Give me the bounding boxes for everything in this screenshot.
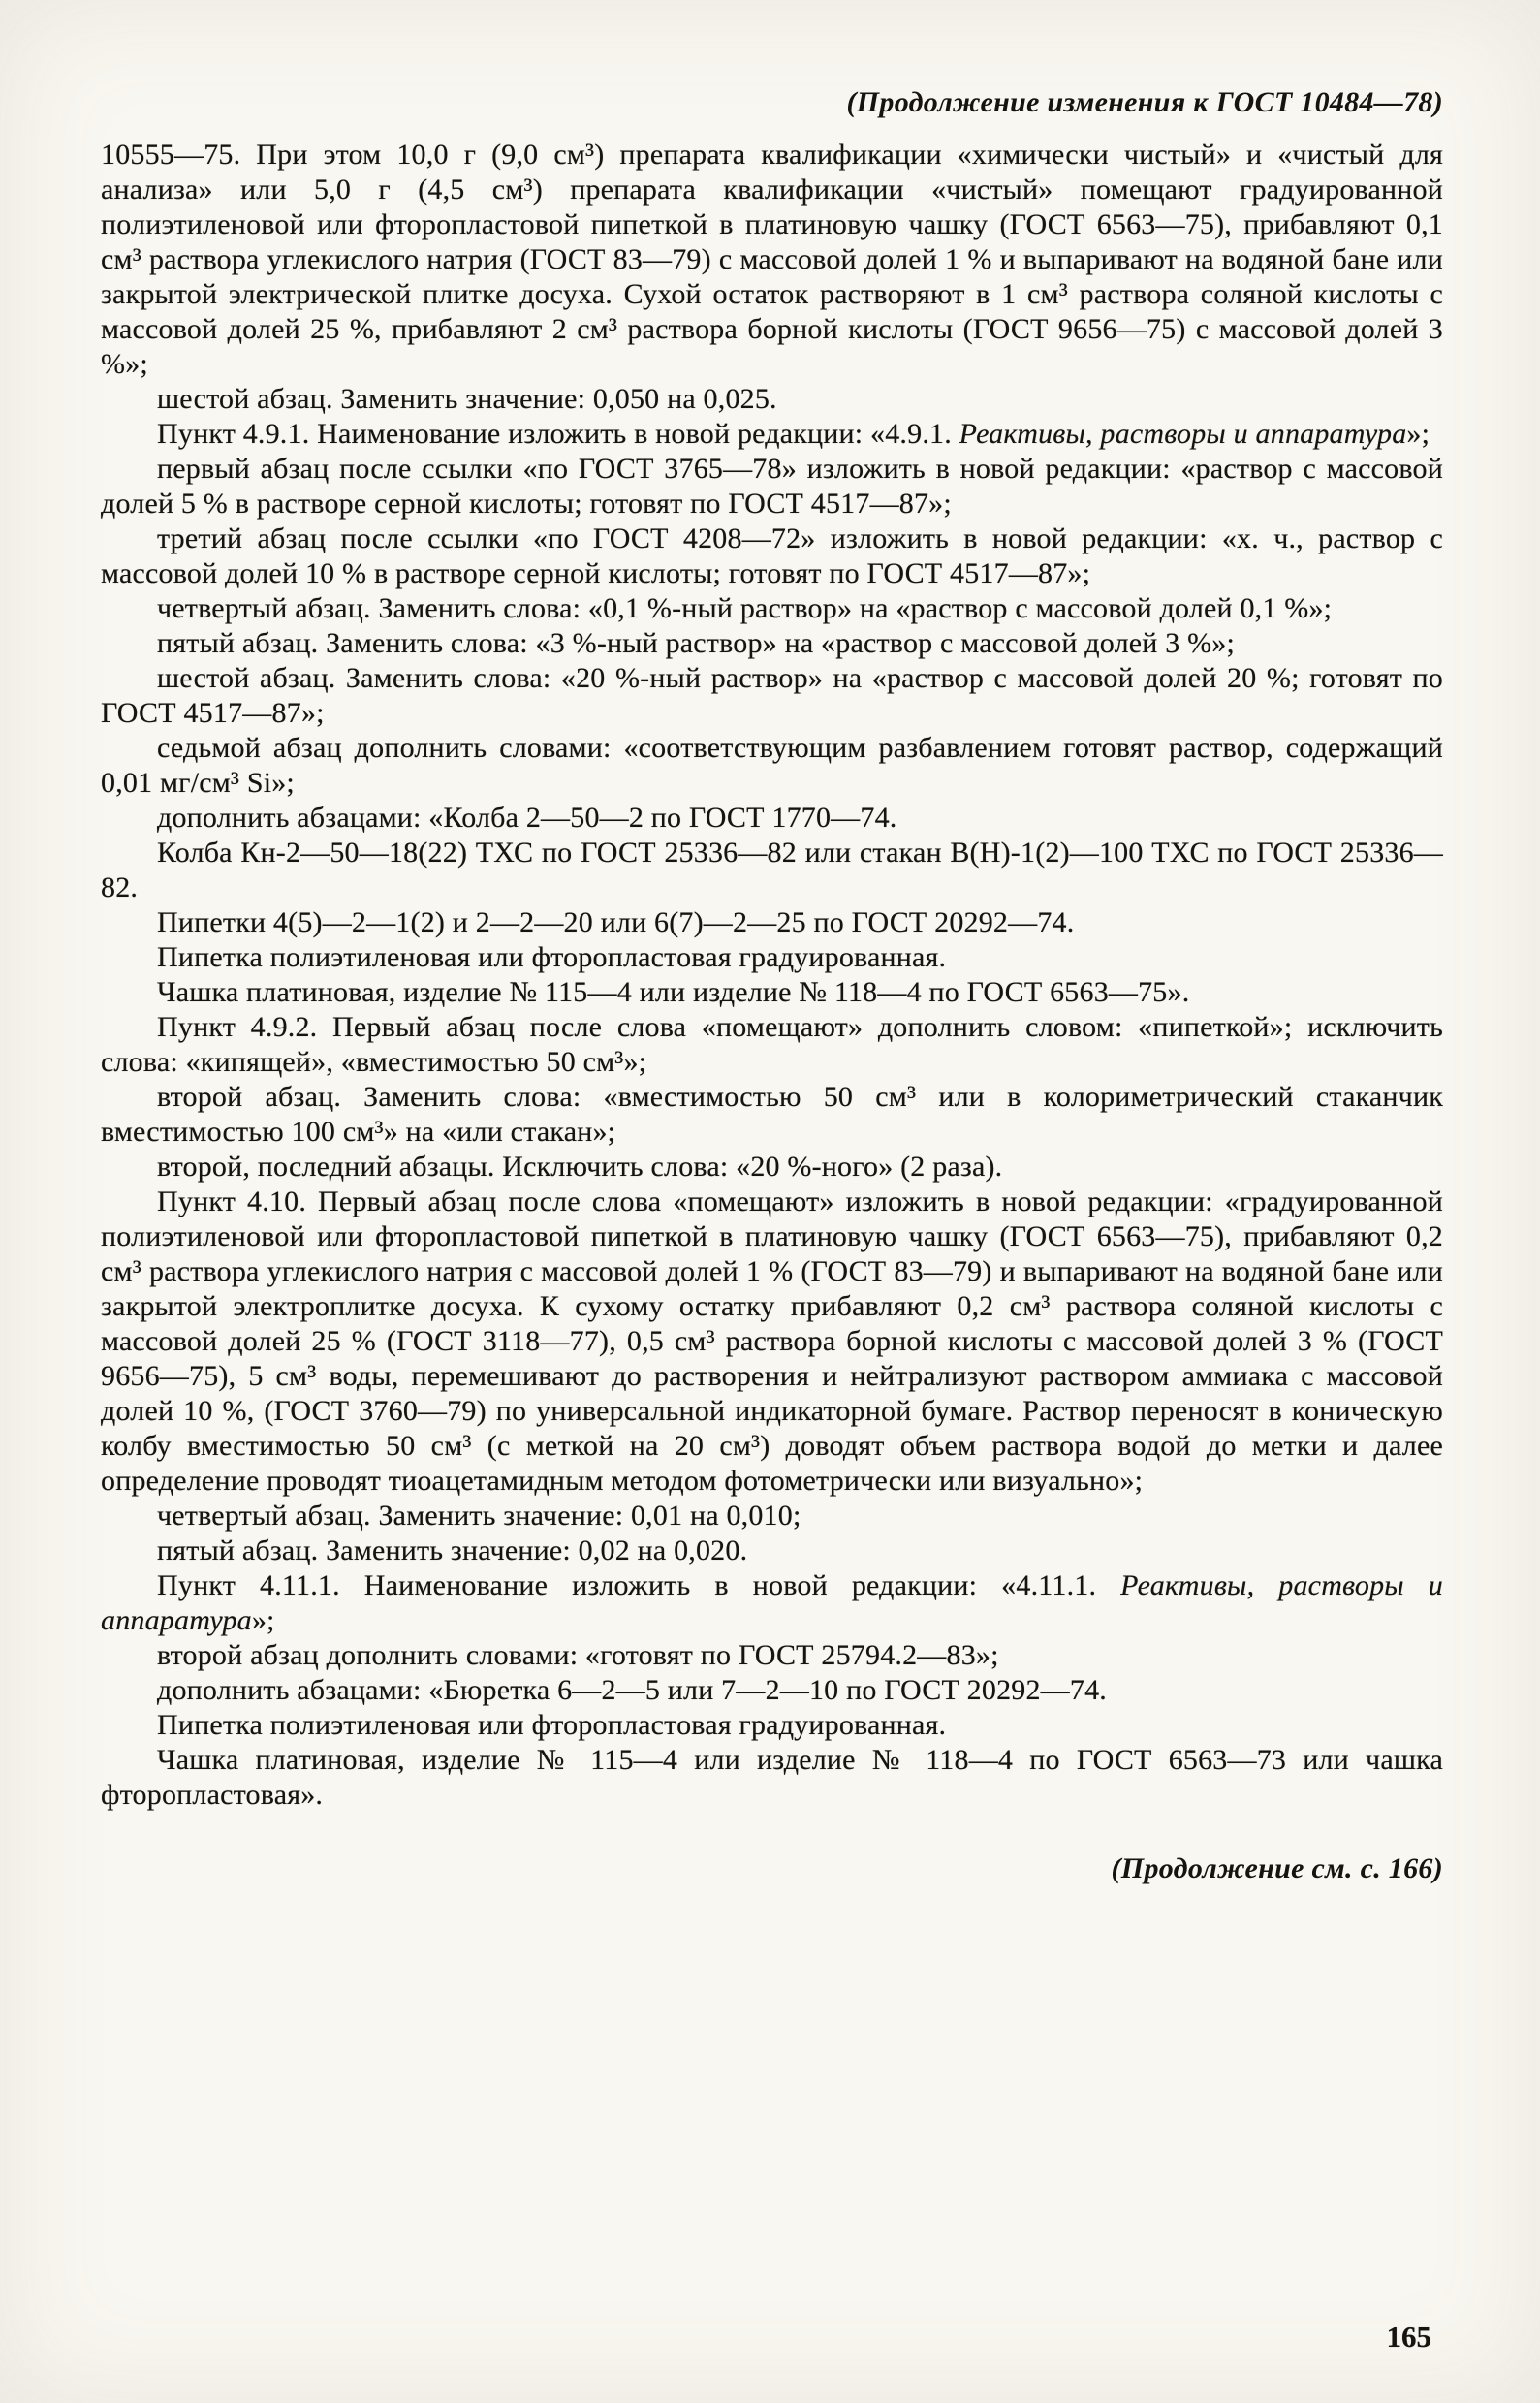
text-run: »; — [1406, 418, 1430, 450]
paragraph — [101, 1080, 1443, 1150]
text-run: Пункт 4.9.1. Наименование изложить в новой редакции: «4.9.1. — [157, 418, 959, 450]
paragraph — [101, 1743, 1443, 1813]
paragraph — [101, 1533, 1443, 1568]
paragraph — [101, 731, 1443, 801]
text-run: »; — [251, 1604, 275, 1636]
text-run: третий абзац после ссылки «по ГОСТ 4208—72» изложить в новой редакции: «х. ч., раствор с массовой долей 10 % в растворе серной кислоты; готовят по ГОСТ 4517—87»; — [101, 522, 1443, 589]
text-run-italic: Реактивы, растворы и аппаратура — [959, 418, 1407, 450]
paragraph — [101, 1499, 1443, 1533]
paragraph — [101, 1150, 1443, 1185]
paragraph — [101, 1568, 1443, 1638]
header-continuation-note: (Продолжение изменения к ГОСТ 10484—78) — [846, 86, 1443, 118]
text-run: дополнить абзацами: «Бюретка 6—2—5 или 7—2—10 по ГОСТ 20292—74. — [157, 1674, 1107, 1706]
paragraph — [101, 626, 1443, 661]
text-run: первый абзац после ссылки «по ГОСТ 3765—78» изложить в новой редакции: «раствор с массовой долей 5 % в растворе серной кислоты; готовят по ГОСТ 4517—87»; — [101, 453, 1443, 520]
paragraph — [101, 975, 1443, 1010]
text-run: шестой абзац. Заменить слова: «20 %-ный раствор» на «раствор с массовой долей 20 %; готовят по ГОСТ 4517—87»; — [101, 662, 1443, 729]
paragraph — [101, 522, 1443, 591]
text-run: Пункт 4.10. Первый абзац после слова «помещают» изложить в новой редакции: «градуированной полиэтиленовой или фторопластовой пипеткой в платиновую чашку (ГОСТ 6563—75), прибавляют 0,2 см³ раствора углекислого натрия с массовой долей 1 % (ГОСТ 83—79) и выпаривают на водяной бане или закрытой электроплитке досуха. К сухому остатку прибавляют 0,2 см³ раствора соляной кислоты с массовой долей 25 % (ГОСТ 3118—77), 0,5 см³ раствора борной кислоты с массовой долей 3 % (ГОСТ 9656—75), 5 см³ воды, перемешивают до растворения и нейтрализуют раствором аммиака с массовой долей 10 %, (ГОСТ 3760—79) по универсальной индикаторной бумаге. Раствор переносят в коническую колбу вместимостью 50 см³ (с меткой на 20 см³) доводят объем раствора водой до метки и далее определение проводят тиоацетамидным методом фотометрически или визуально»; — [101, 1186, 1443, 1497]
text-run: четвертый абзац. Заменить значение: 0,01 на 0,010; — [157, 1500, 801, 1532]
text-run: второй абзац дополнить словами: «готовят по ГОСТ 25794.2—83»; — [157, 1639, 999, 1671]
text-run: Колба Кн-2—50—18(22) ТХС по ГОСТ 25336—82 или стакан В(Н)-1(2)—100 ТХС по ГОСТ 25336—82. — [101, 837, 1443, 903]
paragraph — [101, 801, 1443, 836]
text-run: шестой абзац. Заменить значение: 0,050 на 0,025. — [157, 383, 777, 415]
paragraph — [101, 1673, 1443, 1708]
paragraph — [101, 836, 1443, 905]
text-run: дополнить абзацами: «Колба 2—50—2 по ГОСТ 1770—74. — [157, 802, 897, 834]
text-run: седьмой абзац дополнить словами: «соответствующим разбавлением готовят раствор, содержащий 0,01 мг/см³ Si»; — [101, 732, 1443, 799]
text-run: Пункт 4.11.1. Наименование изложить в новой редакции: «4.11.1. — [157, 1569, 1121, 1601]
paragraph — [101, 661, 1443, 731]
text-run: пятый абзац. Заменить слова: «3 %-ный раствор» на «раствор с массовой долей 3 %»; — [157, 627, 1236, 659]
footer-continuation-note: (Продолжение см. с. 166) — [1111, 1852, 1443, 1884]
text-run: Пункт 4.9.2. Первый абзац после слова «помещают» дополнить словом: «пипеткой»; исключить слова: «кипящей», «вместимостью 50 см³»; — [101, 1011, 1443, 1078]
text-run: четвертый абзац. Заменить слова: «0,1 %-ный раствор» на «раствор с массовой долей 0,1 %»; — [157, 592, 1333, 624]
paragraph — [101, 417, 1443, 452]
text-run-italic: Реактивы, растворы и аппаратура — [101, 1569, 1443, 1636]
page-number: 165 — [1386, 2320, 1431, 2354]
paragraph — [101, 138, 1443, 382]
text-run: Пипетка полиэтиленовая или фторопластовая градуированная. — [157, 1709, 947, 1741]
paragraph — [101, 1010, 1443, 1080]
paragraph — [101, 1708, 1443, 1743]
text-run: Пипетки 4(5)—2—1(2) и 2—2—20 или 6(7)—2—25 по ГОСТ 20292—74. — [157, 906, 1075, 938]
text-run: пятый абзац. Заменить значение: 0,02 на 0,020. — [157, 1534, 748, 1566]
paragraph — [101, 452, 1443, 522]
paragraph — [101, 1638, 1443, 1673]
paragraph — [101, 1185, 1443, 1499]
text-run: второй абзац. Заменить слова: «вместимостью 50 см³ или в колориметрический стаканчик вместимостью 100 см³» на «или стакан»; — [101, 1081, 1443, 1148]
document-body — [101, 138, 1443, 1813]
text-run: второй, последний абзацы. Исключить слова: «20 %-ного» (2 раза). — [157, 1151, 1003, 1183]
text-run: Чашка платиновая, изделие № 115—4 или изделие № 118—4 по ГОСТ 6563—75». — [157, 976, 1190, 1008]
text-run: Чашка платиновая, изделие № 115—4 или изделие № 118—4 по ГОСТ 6563—73 или чашка фторопластовая». — [101, 1744, 1443, 1811]
paragraph — [101, 591, 1443, 626]
paragraph — [101, 905, 1443, 940]
text-run: 10555—75. При этом 10,0 г (9,0 см³) препарата квалификации «химически чистый» и «чистый для анализа» или 5,0 г (4,5 см³) препарата квалификации «чистый» помещают градуированной полиэтиленовой или фторопластовой пипеткой в платиновую чашку (ГОСТ 6563—75), прибавляют 0,1 см³ раствора углекислого натрия (ГОСТ 83—79) с массовой долей 1 % и выпаривают на водяной бане или закрытой электрической плитке досуха. Сухой остаток растворяют в 1 см³ раствора соляной кислоты с массовой долей 25 %, прибавляют 2 см³ раствора борной кислоты (ГОСТ 9656—75) с массовой долей 3 %»; — [101, 139, 1443, 380]
text-run: Пипетка полиэтиленовая или фторопластовая градуированная. — [157, 941, 947, 973]
paragraph — [101, 382, 1443, 417]
paragraph — [101, 940, 1443, 975]
